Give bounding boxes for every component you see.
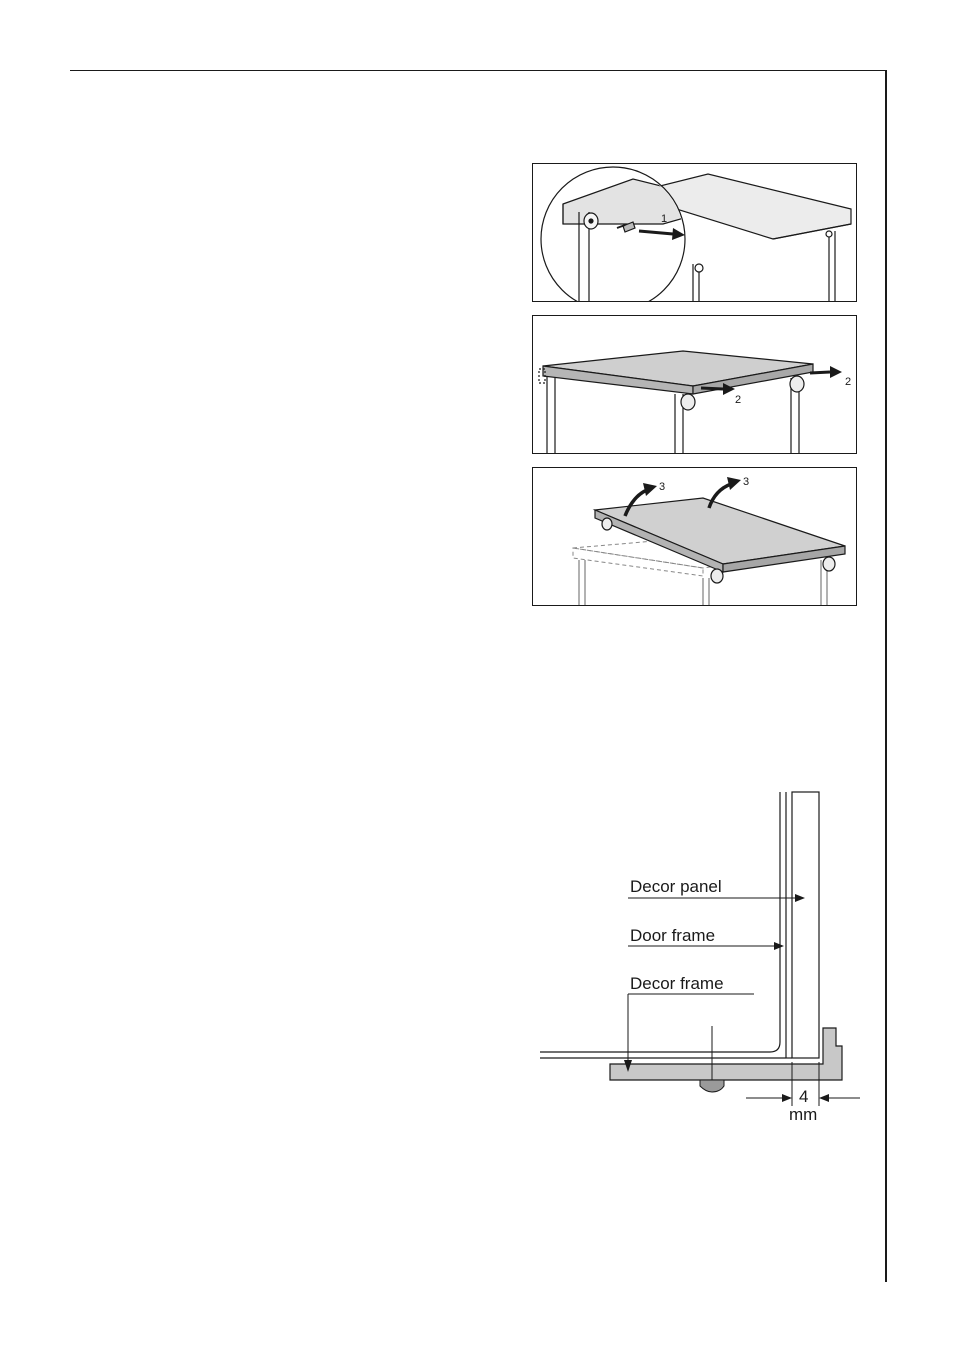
dimension-value: 4 [799,1087,809,1106]
step-number-2b: 2 [845,376,852,388]
figure-step-3 [532,467,857,606]
figure-step-2 [532,315,857,454]
decor-panel-shape [792,792,819,1058]
step-number-3b: 3 [743,476,750,488]
header-rule [70,70,887,71]
step-number-2a: 2 [735,394,742,406]
step-number-1: 1 [661,213,668,225]
decor-panel-cross-section [530,780,870,1130]
figure-step-1 [532,163,857,302]
step-number-3a: 3 [659,481,666,493]
margin-rule [885,70,887,1282]
decor-frame-label: Decor frame [630,974,724,993]
dimension-unit: mm [789,1105,818,1124]
decor-panel-label: Decor panel [630,877,722,896]
door-frame-label: Door frame [630,926,716,945]
